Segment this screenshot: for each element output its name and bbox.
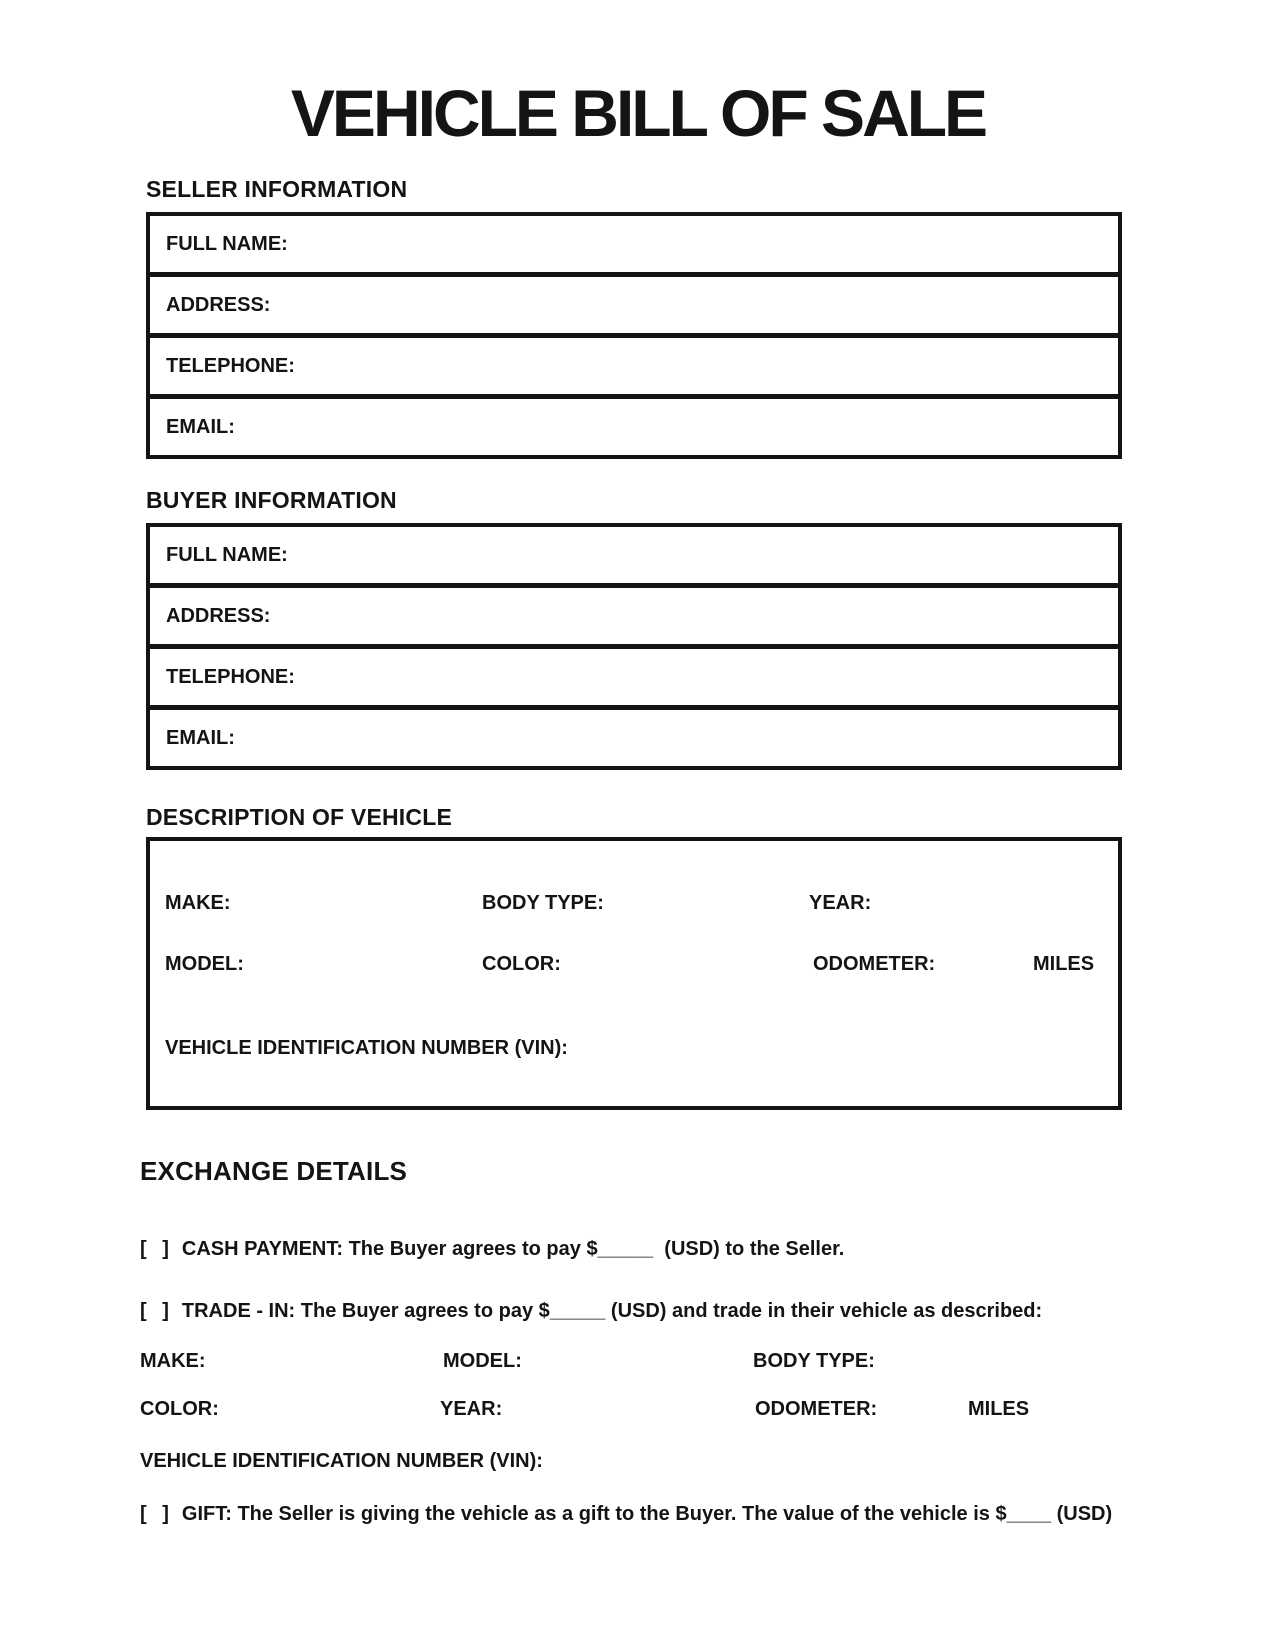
trade-model-field[interactable]: MODEL: [443, 1350, 522, 1372]
trade-make-field[interactable]: MAKE: [140, 1350, 206, 1372]
vehicle-odometer-field[interactable]: ODOMETER: [813, 953, 936, 975]
cash-payment-checkbox[interactable]: [ ] [140, 1238, 174, 1260]
vehicle-vin-field[interactable]: VEHICLE IDENTIFICATION NUMBER (VIN): [165, 1037, 568, 1059]
buyer-address-label: ADDRESS: [166, 605, 271, 627]
vehicle-color-field[interactable]: COLOR: [482, 953, 561, 975]
buyer-telephone-field[interactable] [150, 649, 1118, 710]
vehicle-description-box [146, 837, 1122, 1110]
buyer-section-heading: BUYER INFORMATION [146, 487, 397, 513]
seller-email-field[interactable] [150, 399, 1118, 455]
vehicle-section-heading: DESCRIPTION OF VEHICLE [146, 804, 452, 830]
exchange-section-heading: EXCHANGE DETAILS [140, 1156, 408, 1186]
buyer-full-name-field[interactable] [150, 527, 1118, 588]
trade-vin-field[interactable]: VEHICLE IDENTIFICATION NUMBER (VIN): [140, 1450, 543, 1472]
vehicle-model-field[interactable]: MODEL: [165, 953, 244, 975]
cash-payment-text: CASH PAYMENT: The Buyer agrees to pay $_____ (USD) to the Seller. [181, 1238, 845, 1260]
vehicle-year-field[interactable]: YEAR: [809, 892, 872, 914]
seller-info-box [146, 212, 1122, 459]
seller-email-label: EMAIL: [166, 416, 235, 438]
seller-full-name-field[interactable] [150, 216, 1118, 277]
vehicle-body-type-field[interactable]: BODY TYPE: [482, 892, 604, 914]
buyer-email-field[interactable] [150, 710, 1118, 766]
seller-telephone-field[interactable] [150, 338, 1118, 399]
buyer-full-name-label: FULL NAME: [166, 544, 288, 566]
seller-address-label: ADDRESS: [166, 294, 271, 316]
buyer-address-field[interactable] [150, 588, 1118, 649]
trade-in-text: TRADE - IN: The Buyer agrees to pay $_____ (USD) and trade in their vehicle as described: [181, 1300, 1043, 1322]
vehicle-make-field[interactable]: MAKE: [165, 892, 231, 914]
vehicle-miles-label: MILES [1033, 953, 1095, 975]
seller-section-heading: SELLER INFORMATION [146, 176, 408, 202]
document-title: VEHICLE BILL OF SALE [290, 76, 986, 150]
trade-miles-label: MILES [968, 1398, 1030, 1420]
buyer-email-label: EMAIL: [166, 727, 235, 749]
trade-in-checkbox[interactable]: [ ] [140, 1300, 174, 1322]
seller-telephone-label: TELEPHONE: [166, 355, 295, 377]
trade-color-field[interactable]: COLOR: [140, 1398, 219, 1420]
trade-body-type-field[interactable]: BODY TYPE: [753, 1350, 875, 1372]
gift-checkbox[interactable]: [ ] [140, 1503, 174, 1525]
seller-full-name-label: FULL NAME: [166, 233, 288, 255]
gift-option [140, 1502, 1112, 1526]
buyer-info-box [146, 523, 1122, 770]
trade-year-field[interactable]: YEAR: [440, 1398, 503, 1420]
cash-payment-option [140, 1237, 844, 1261]
seller-address-field[interactable] [150, 277, 1118, 338]
gift-text: GIFT: The Seller is giving the vehicle as a gift to the Buyer. The value of the vehicle is $____ (USD) [181, 1503, 1113, 1525]
buyer-telephone-label: TELEPHONE: [166, 666, 295, 688]
trade-odometer-field[interactable]: ODOMETER: [755, 1398, 878, 1420]
trade-in-option [140, 1299, 1042, 1323]
